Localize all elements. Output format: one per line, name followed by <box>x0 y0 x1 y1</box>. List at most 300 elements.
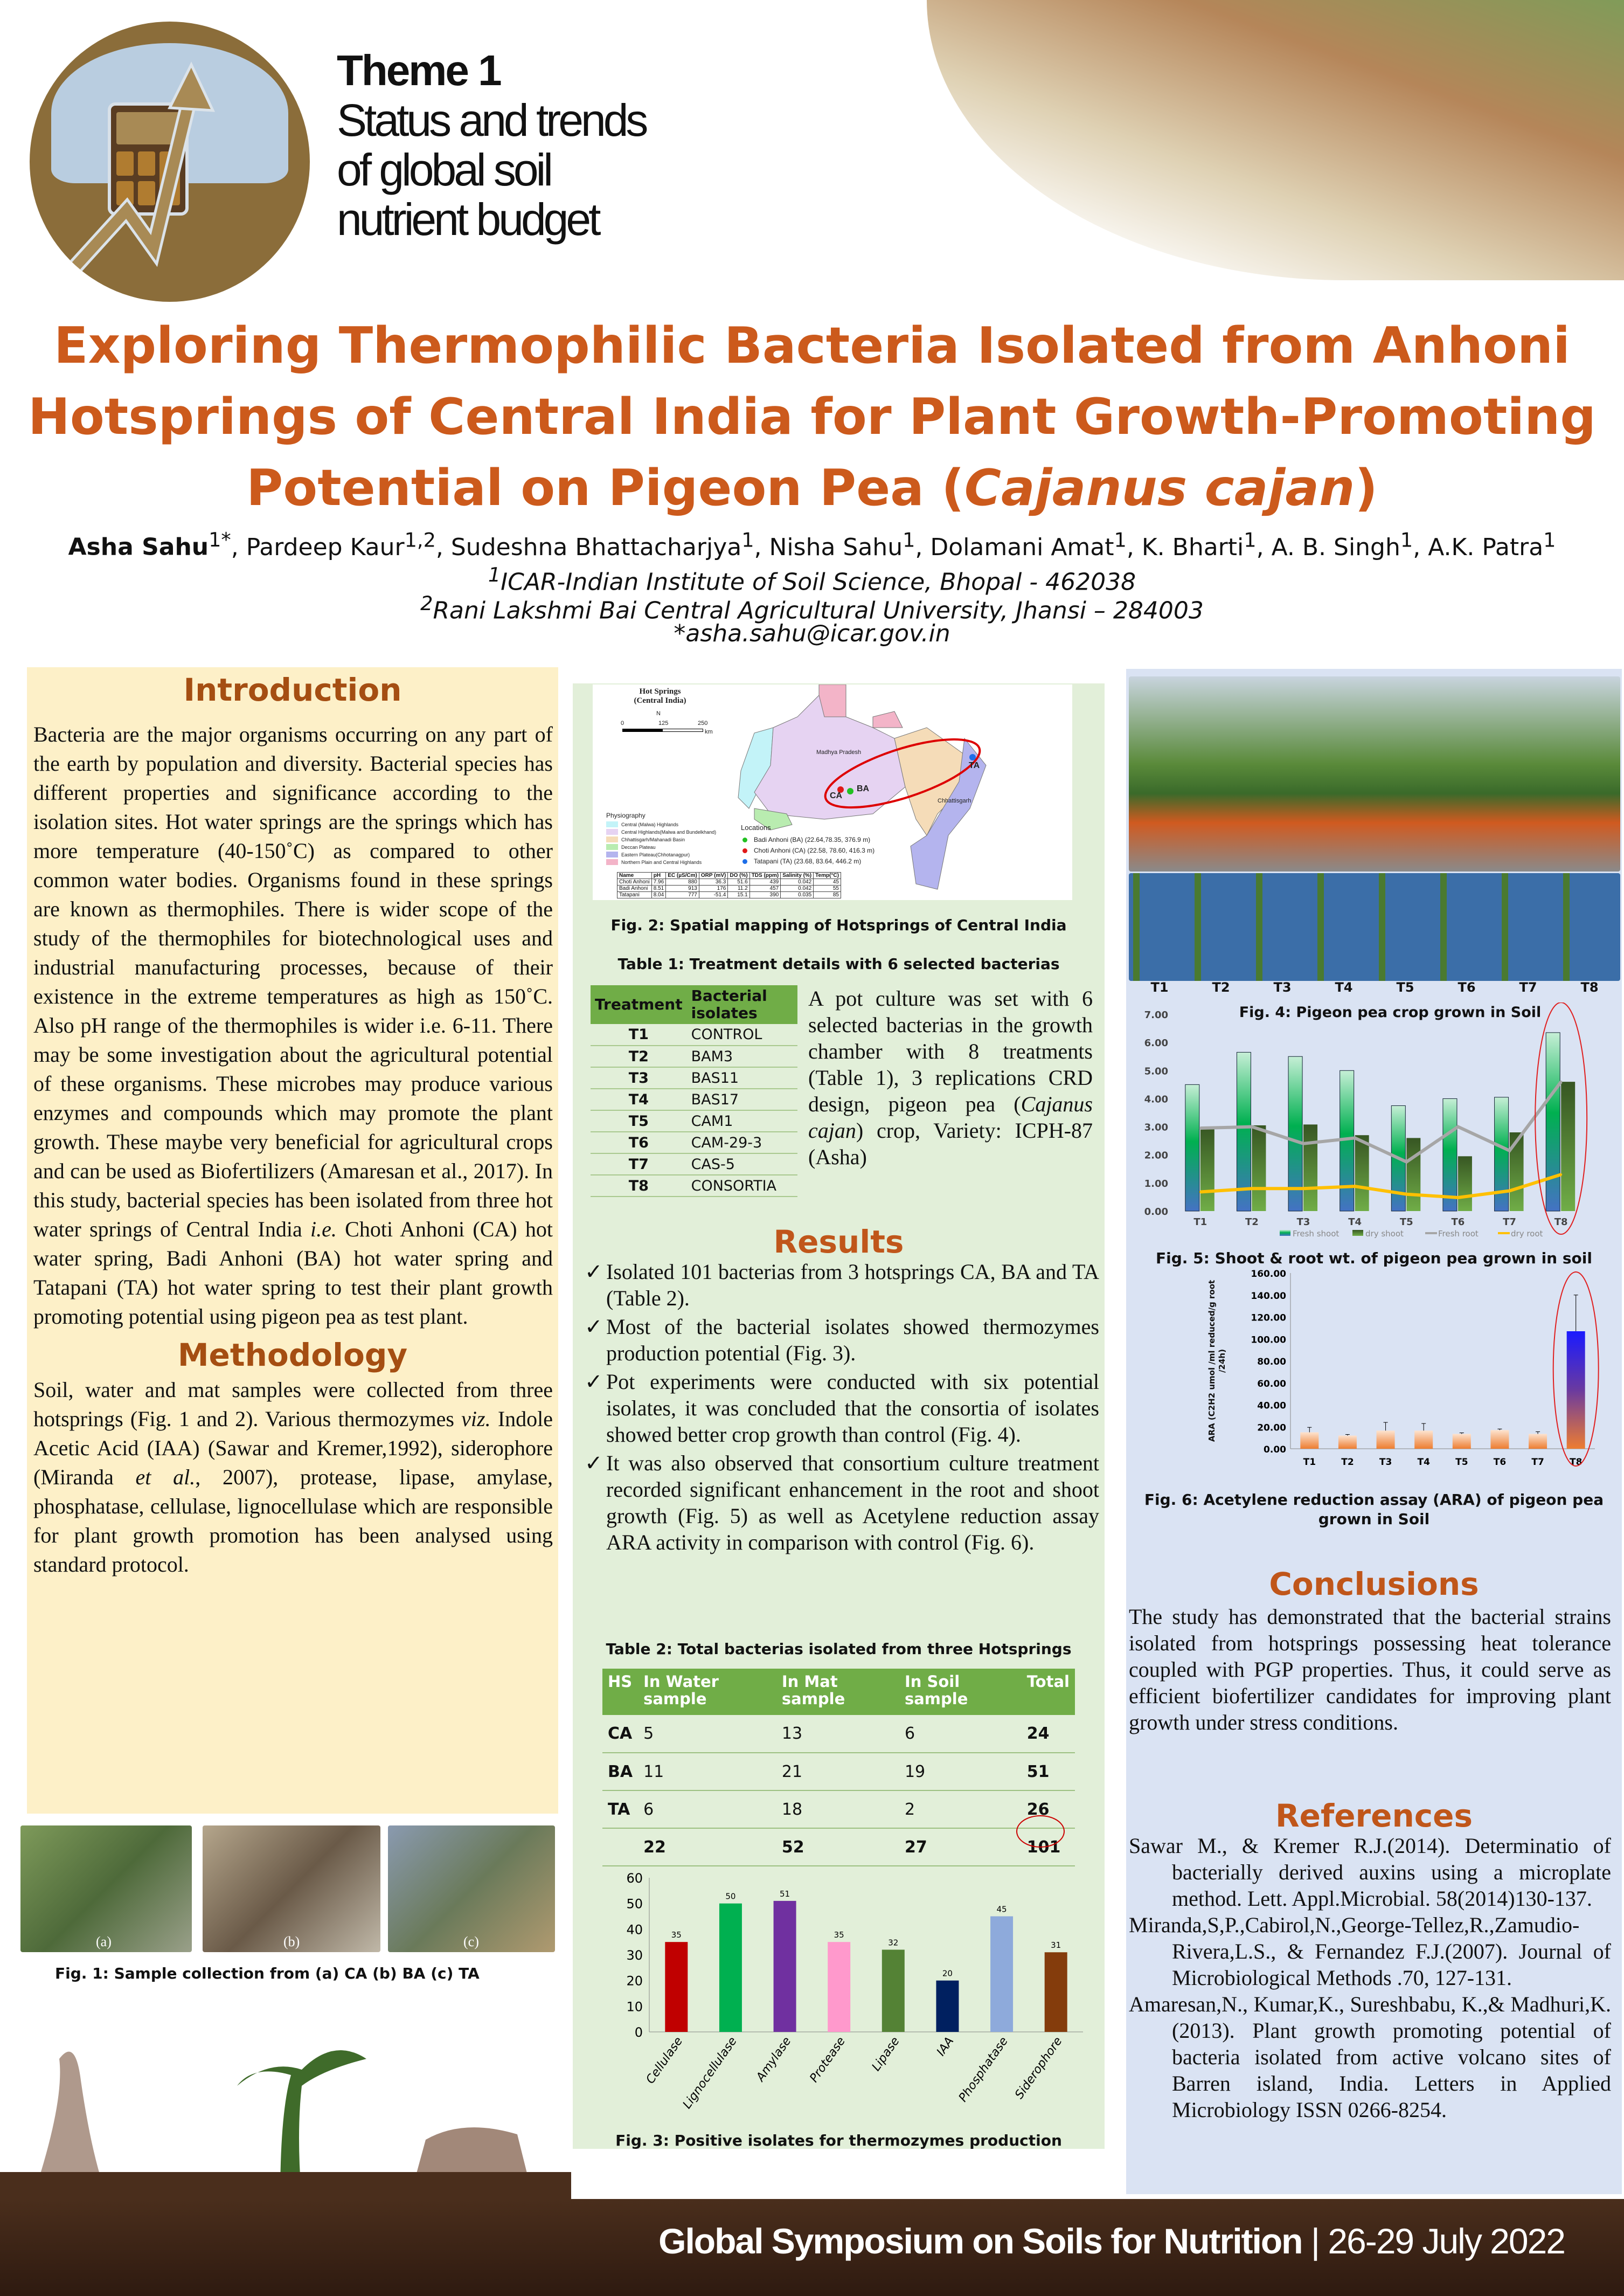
scale-label: km <box>705 729 713 735</box>
location-item <box>742 845 875 856</box>
conclusions-heading: Conclusions <box>1269 1566 1479 1602</box>
x-tick-label: T2 <box>1245 1216 1259 1228</box>
pot-culture-photo <box>1129 676 1620 872</box>
point-dry-root <box>1199 1191 1202 1193</box>
x-tick-label: Siderophore <box>1012 2035 1065 2102</box>
x-tick-label: T2 <box>1341 1457 1354 1468</box>
table-cell: 22 <box>638 1828 776 1866</box>
event-dates: 26-29 July 2022 <box>1328 2221 1565 2261</box>
point-dry-root <box>1509 1190 1511 1192</box>
legend-label: Central (Malwa) Highlands <box>621 821 679 827</box>
table-cell: TA <box>602 1790 638 1828</box>
left-panel <box>27 667 558 1814</box>
bar-amylase <box>774 1901 796 2032</box>
region-label: Chhattisgarh <box>938 798 971 804</box>
intro-span: Choti Anhoni (CA) hot water spring, Badi Anhoni (BA) hot water spring and Tatapani (TA) hot water spring to test their plant growth promoting potential using pigeon pea as test plant. <box>33 1217 553 1329</box>
legend-swatch <box>606 821 618 827</box>
fig6-caption: Fig. 6: Acetylene reduction assay (ARA) of pigeon pea grown in Soil <box>1144 1491 1604 1528</box>
table-header: HS <box>602 1669 638 1715</box>
fig5-chart <box>1129 1002 1608 1251</box>
table-row <box>617 892 841 898</box>
x-tick-label: Protease <box>807 2035 849 2085</box>
results-list <box>585 1258 1099 1558</box>
y-tick-label: 60 <box>626 1871 643 1886</box>
checkmark-icon: ✓ <box>585 1260 603 1284</box>
bar-phosphatase <box>990 1917 1013 2032</box>
x-tick-label: Cellulase <box>643 2035 686 2087</box>
point-fresh-root <box>1251 1126 1253 1128</box>
references-heading: References <box>1275 1797 1473 1834</box>
location-dot-icon <box>742 838 747 842</box>
theme-line: of global soil <box>337 144 551 195</box>
table-cell: T3 <box>591 1067 687 1089</box>
highlight-circle <box>1016 1815 1065 1848</box>
table-cell: 45 <box>814 879 841 886</box>
table-row <box>602 1828 1075 1866</box>
treatment-label: T8 <box>1580 980 1599 995</box>
table-header-row <box>617 873 841 879</box>
data-label: 50 <box>725 1891 736 1901</box>
fig6-y-axis-title: ARA (C2H2 umol /ml reduced/g root /24h) <box>1207 1280 1227 1442</box>
table-cell: 6 <box>899 1715 1022 1753</box>
bar-dry-shoot <box>1406 1138 1420 1211</box>
legend-label: Northern Plain and Central Highlands <box>621 859 702 865</box>
bar-iaa <box>936 1981 959 2032</box>
data-label: 20 <box>942 1968 953 1979</box>
pot-culture-text <box>808 985 1093 1170</box>
co-author: A. B. Singh <box>1271 533 1400 561</box>
introduction-heading: Introduction <box>183 672 402 708</box>
y-tick-label: 40.00 <box>1257 1400 1286 1412</box>
legend-swatch <box>606 852 618 857</box>
physiography-item <box>606 828 716 835</box>
region-label: Madhya Pradesh <box>816 749 862 756</box>
table-cell: BA <box>602 1753 638 1790</box>
north-arrow-icon: N <box>656 710 661 717</box>
table-row <box>591 1153 797 1175</box>
table-cell: T8 <box>591 1175 687 1197</box>
scale-bar <box>622 729 703 732</box>
table-row <box>617 886 841 892</box>
table-cell: BAM3 <box>687 1046 797 1067</box>
table-cell: Badi Anhoni <box>617 886 652 892</box>
table-cell: 8.51 <box>651 886 665 892</box>
legend-label: Fresh shoot <box>1293 1229 1340 1239</box>
x-tick-label: T6 <box>1451 1216 1465 1228</box>
table-cell: CAM1 <box>687 1110 797 1132</box>
table-cell: T4 <box>591 1089 687 1110</box>
location-label: Tatapani (TA) (23.68, 83.64, 446.2 m) <box>754 857 862 865</box>
y-tick-label: 20.00 <box>1257 1422 1286 1434</box>
title-line <box>0 452 1624 523</box>
map-title: Hot Springs (Central India) <box>634 687 686 705</box>
table-header: EC (µS/Cm) <box>666 873 699 879</box>
point-fresh-root <box>1509 1150 1511 1152</box>
table-header: In Soil sample <box>899 1669 1022 1715</box>
fig4-caption: Fig. 4: Pigeon pea crop grown in Soil <box>1239 1004 1542 1021</box>
table-cell: CAS-5 <box>687 1153 797 1175</box>
table-row <box>602 1715 1075 1753</box>
treatment-label: T4 <box>1335 980 1353 995</box>
legend-item <box>1498 1229 1543 1239</box>
treatment-label: T6 <box>1458 980 1476 995</box>
table-row <box>591 1067 797 1089</box>
y-tick-label: 1.00 <box>1144 1178 1168 1190</box>
treatment-label: T2 <box>1212 980 1230 995</box>
point-dry-root <box>1302 1187 1304 1190</box>
treatment-table <box>591 985 797 1197</box>
bar-dry-shoot <box>1355 1135 1369 1211</box>
data-label: 32 <box>888 1938 899 1948</box>
y-tick-label: 160.00 <box>1251 1269 1286 1280</box>
table-cell: 26 <box>1022 1790 1075 1828</box>
physiography-item <box>606 843 716 850</box>
site-label: BA <box>857 784 870 793</box>
table-cell: 5 <box>638 1715 776 1753</box>
table-cell: -51.4 <box>699 892 728 898</box>
table-cell: 51 <box>1022 1753 1075 1790</box>
y-tick-label: 6.00 <box>1144 1038 1168 1049</box>
bar-t4 <box>1414 1430 1433 1449</box>
theme-line: Status and trends <box>337 95 646 146</box>
table-cell: CA <box>602 1715 638 1753</box>
physiography-item <box>606 851 716 858</box>
table-header-row <box>602 1669 1075 1715</box>
references-list <box>1129 1832 1611 2123</box>
bar-dry-shoot <box>1458 1156 1472 1211</box>
table2-caption: Table 2: Total bacterias isolated from three Hotsprings <box>606 1640 1072 1658</box>
x-tick-label: IAA <box>934 2035 957 2059</box>
table-cell: 457 <box>749 886 781 892</box>
reference-item: Sawar M., & Kremer R.J.(2014). Determinatio of bacterially derived auxins using a microplate method. Lett. Appl.Microbial. 58(2014)130-137. <box>1129 1834 1611 1911</box>
conclusions-text: The study has demonstrated that the bacterial strains isolated from hotsprings possessing heat tolerance coupled with PGP properties. Thus, it could serve as efficient biofertilizer candidates for improving plant growth under stress conditions. <box>1129 1605 1611 1734</box>
pot-span: A pot culture was set with 6 selected bacterias in the growth chamber with 8 treatments (Table 1), 3 replications CRD design, pigeon pea ( <box>808 986 1093 1116</box>
physiography-item <box>606 859 716 866</box>
location-label: Badi Anhoni (BA) (22.64,78.35, 376.9 m) <box>754 836 871 843</box>
point-fresh-root <box>1457 1126 1459 1128</box>
x-tick-label: T5 <box>1455 1457 1468 1468</box>
table-cell: BAS17 <box>687 1089 797 1110</box>
author-sup: 1 <box>1400 528 1413 551</box>
reference-item: Miranda,S,P.,Cabirol,N.,George-Tellez,R.,Zamudio-Rivera,L.S., & Fernandez F.J.(2007). Journal of Microbiological Methods .70, 127-131. <box>1129 1913 1611 1990</box>
point-fresh-root <box>1199 1127 1202 1129</box>
hotspring-map <box>593 684 1072 900</box>
affil-sup: 1 <box>488 563 501 586</box>
legend-swatch <box>1280 1230 1290 1236</box>
title-species: Cajanus cajan <box>964 459 1355 517</box>
author-sup: 1 <box>741 528 754 551</box>
data-label: 35 <box>671 1930 682 1940</box>
table-cell: 880 <box>666 879 699 886</box>
methodology-heading: Methodology <box>177 1337 408 1373</box>
table-header: TDS (ppm) <box>749 873 781 879</box>
result-item <box>585 1258 1099 1311</box>
table-header: In Water sample <box>638 1669 776 1715</box>
title-line: Hotsprings of Central India for Plant Growth-Promoting <box>28 388 1596 446</box>
table-cell: 36.3 <box>699 879 728 886</box>
table-header: Temp(°C) <box>814 873 841 879</box>
point-dry-root <box>1354 1185 1356 1187</box>
x-tick-label: T8 <box>1554 1216 1568 1228</box>
bar-t5 <box>1453 1434 1471 1449</box>
y-tick-label: 140.00 <box>1251 1290 1286 1302</box>
y-tick-label: 2.00 <box>1144 1150 1168 1161</box>
bar-lipase <box>882 1949 905 2032</box>
scale-label: 0 <box>621 720 624 727</box>
isolates-table <box>602 1669 1075 1866</box>
table-cell: CONTROL <box>687 1024 797 1046</box>
fig1-caption: Fig. 1: Sample collection from (a) CA (b) BA (c) TA <box>55 1965 480 1982</box>
method-span: Indole Acetic Acid (IAA) (Sawar and Kremer,1992), siderophore (Miranda <box>33 1407 553 1489</box>
y-tick-label: 0.00 <box>1264 1444 1286 1455</box>
table-cell: 176 <box>699 886 728 892</box>
table-row <box>591 1175 797 1197</box>
author-list <box>0 528 1624 561</box>
y-tick-label: 5.00 <box>1144 1066 1168 1077</box>
table-header: Total <box>1022 1669 1075 1715</box>
checkmark-icon: ✓ <box>585 1370 603 1394</box>
y-tick-label: 0.00 <box>1144 1206 1168 1218</box>
table-row <box>617 879 841 886</box>
x-tick-label: T3 <box>1296 1216 1310 1228</box>
y-tick-label: 4.00 <box>1144 1094 1168 1105</box>
legend-label: Deccan Plateau <box>621 844 656 850</box>
table-cell: 24 <box>1022 1715 1075 1753</box>
table-cell: Choti Anhoni <box>617 879 652 886</box>
intro-span: Bacteria are the major organisms occurring on any part of the earth by population and diversity. Bacterial species has different properties and significance according to the isolation sites. Hot water springs are the springs which has more temperature (40-150˚C) as compared to other common water bodies. Organisms found in these springs are known as thermophiles. There is wider scope of the study of the thermophiles for biotechnological uses and industrial manufacturing processes, because of their existence in the extreme temperatures as high as 150˚C. Also pH range of the thermophiles is wider i.e. 6-11. There may be some investigation about the agricultural potential of these organisms. These microbes may produce various enzymes and compounds which may promote the plant growth. These maybe very beneficial for agricultural crops and can be used as Biofertilizers (Amaresan et al., 2017). In this study, bacterial species has been isolated from three hot water springs of Central India <box>33 722 553 1241</box>
table-cell: 439 <box>749 879 781 886</box>
treatment-label-row <box>1129 980 1620 999</box>
co-authors: , Pardeep Kaur$^{1,2}$, Sudeshna Bhattacharjya$^1$, Nisha Sahu$^1$, Dolamani Amat$^1$, K. Bharti$^1$, A. B. Singh$^1$, A.K. Patra$^1$ <box>231 528 1556 561</box>
footer-banner <box>0 2199 1624 2296</box>
table-cell: 0.042 <box>781 886 814 892</box>
table-cell: 19 <box>899 1753 1022 1790</box>
water-quality-table <box>617 872 841 898</box>
table-cell: 0.042 <box>781 879 814 886</box>
theme-line: nutrient budget <box>337 194 599 245</box>
result-text: Most of the bacterial isolates showed thermozymes production potential (Fig. 3). <box>606 1315 1099 1365</box>
photo-label: (c) <box>463 1934 479 1949</box>
table1-caption: Table 1: Treatment details with 6 selected bacterias <box>617 955 1060 973</box>
bar-protease <box>828 1942 850 2032</box>
plant-silhouette-illustration <box>0 1994 571 2199</box>
table-cell: Tatapani <box>617 892 652 898</box>
table-cell: CONSORTIA <box>687 1175 797 1197</box>
author-sup: 1,2 <box>404 528 436 551</box>
footer-text <box>658 2221 1565 2262</box>
bar-dry-shoot <box>1561 1082 1575 1211</box>
table-row <box>591 1132 797 1153</box>
table-cell: 27 <box>899 1828 1022 1866</box>
table-cell: 85 <box>814 892 841 898</box>
photo-label: (b) <box>283 1934 300 1949</box>
co-author: Pardeep Kaur <box>246 533 405 561</box>
co-author: A.K. Patra <box>1428 533 1544 561</box>
table-row <box>591 1046 797 1067</box>
bar-dry-shoot <box>1510 1132 1524 1211</box>
locations-title: Locations <box>741 824 771 832</box>
fig6-chart <box>1185 1267 1611 1482</box>
location-label: Choti Anhoni (CA) (22.58, 78.60, 416.3 m) <box>754 847 875 854</box>
sample-photo-ba <box>203 1825 380 1952</box>
title-line: Exploring Thermophilic Bacteria Isolated from Anhoni <box>53 316 1571 375</box>
physiography-item <box>606 836 716 843</box>
table-cell: 15.1 <box>728 892 749 898</box>
result-item <box>585 1313 1099 1366</box>
theme-number: Theme 1 <box>337 46 501 94</box>
poster-title <box>0 310 1624 523</box>
legend-label: Central Highlands(Malwa and Bundelkhand) <box>621 829 717 835</box>
y-tick-label: 120.00 <box>1251 1312 1286 1324</box>
author-sup: 1 <box>1543 528 1556 551</box>
bar-t2 <box>1338 1436 1357 1449</box>
table-header-row <box>591 985 797 1024</box>
x-tick-label: T4 <box>1348 1216 1362 1228</box>
methodology-text <box>27 1373 558 1579</box>
physiography-item <box>606 821 716 828</box>
y-tick-label: 40 <box>626 1922 643 1938</box>
x-tick-label: Lipase <box>869 2035 903 2074</box>
fig5-caption: Fig. 5: Shoot & root wt. of pigeon pea grown in soil <box>1156 1249 1592 1267</box>
lead-author: Asha Sahu <box>68 533 209 561</box>
fig3-caption: Fig. 3: Positive isolates for thermozymes production <box>615 2132 1062 2149</box>
method-span: et al. <box>135 1465 196 1489</box>
y-tick-label: 60.00 <box>1257 1378 1286 1389</box>
bar-t7 <box>1529 1434 1547 1449</box>
physiography-legend <box>606 821 716 866</box>
introduction-text <box>27 708 558 1331</box>
table-cell: 52 <box>776 1828 899 1866</box>
affiliation-1 <box>0 563 1624 596</box>
food-banner-image <box>927 0 1624 280</box>
table-row <box>591 1110 797 1132</box>
physiography-title: Physiography <box>606 812 646 819</box>
bar-t8 <box>1567 1331 1585 1449</box>
treatment-label: T7 <box>1519 980 1537 995</box>
title-text: ) <box>1355 459 1378 517</box>
author-sup: 1 <box>903 528 915 551</box>
table-cell: T5 <box>591 1110 687 1132</box>
x-tick-label: Amylase <box>754 2035 794 2084</box>
result-item <box>585 1450 1099 1555</box>
table-header: In Mat sample <box>776 1669 899 1715</box>
y-tick-label: 3.00 <box>1144 1122 1168 1133</box>
table-cell: 18 <box>776 1790 899 1828</box>
author-sup: 1 <box>1244 528 1257 551</box>
legend-item <box>1425 1229 1479 1239</box>
root-shoot-photo <box>1129 873 1620 981</box>
sample-photo-ta <box>388 1825 555 1952</box>
y-tick-label: 50 <box>626 1896 643 1912</box>
table-row <box>591 1024 797 1046</box>
email[interactable]: *asha.sahu@icar.gov.in <box>674 620 950 647</box>
table-cell: 2 <box>899 1790 1022 1828</box>
co-author: Dolamani Amat <box>930 533 1114 561</box>
result-text: It was also observed that consortium culture treatment recorded significant enhancement in the root and shoot growth (Fig. 5) as well as Acetylene reduction assay ARA activity in comparison with control (Fig. 6). <box>606 1451 1099 1554</box>
table-cell: 55 <box>814 886 841 892</box>
table-cell: BAS11 <box>687 1067 797 1089</box>
bar-dry-shoot <box>1303 1124 1317 1211</box>
x-tick-label: Phosphatase <box>956 2035 1011 2105</box>
table-header: ORP (mV) <box>699 873 728 879</box>
table-cell: 913 <box>666 886 699 892</box>
point-dry-root <box>1405 1193 1407 1195</box>
theme-logo <box>30 22 310 302</box>
table-cell: T7 <box>591 1153 687 1175</box>
locations-legend <box>742 834 875 867</box>
y-tick-label: 0 <box>634 2025 643 2040</box>
y-tick-label: 30 <box>626 1948 643 1963</box>
result-text: Pot experiments were conducted with six potential isolates, it was concluded that the consortia of isolates showed better crop growth than control (Fig. 4). <box>606 1370 1099 1447</box>
bar-fresh-shoot <box>1185 1084 1199 1211</box>
method-span: viz. <box>461 1407 491 1431</box>
legend-swatch <box>1352 1230 1363 1236</box>
table-cell: 6 <box>638 1790 776 1828</box>
table-header: DO (%) <box>728 873 749 879</box>
treatment-label: T1 <box>1150 980 1169 995</box>
x-tick-label: T7 <box>1503 1216 1516 1228</box>
bar-t6 <box>1490 1430 1509 1449</box>
site-label: CA <box>830 791 843 800</box>
table-cell: T1 <box>591 1024 687 1046</box>
location-item <box>742 856 875 867</box>
table-cell: T2 <box>591 1046 687 1067</box>
table-cell: 0.035 <box>781 892 814 898</box>
table-row <box>602 1790 1075 1828</box>
treatment-label: T5 <box>1396 980 1414 995</box>
trend-arrow-icon <box>30 22 310 302</box>
y-tick-label: 100.00 <box>1251 1334 1286 1346</box>
x-tick-label: T6 <box>1493 1457 1507 1468</box>
table-header: Treatment <box>591 985 687 1024</box>
legend-swatch <box>606 859 618 865</box>
legend-label: Chhattisgarh/Mahanadi Basin <box>621 836 685 842</box>
co-author: Nisha Sahu <box>769 533 903 561</box>
table-cell: 777 <box>666 892 699 898</box>
result-item <box>585 1368 1099 1448</box>
bar-dry-shoot <box>1200 1127 1214 1211</box>
y-tick-label: 10 <box>626 1999 643 2015</box>
fig3-chart <box>598 1870 1094 2129</box>
x-tick-label: T3 <box>1379 1457 1392 1468</box>
location-dot-icon <box>742 848 747 853</box>
table-cell: 7.96 <box>651 879 665 886</box>
author-sup: 1* <box>209 528 231 551</box>
affil-sup: 2 <box>420 592 433 615</box>
x-tick-label: T5 <box>1399 1216 1413 1228</box>
bar-dry-shoot <box>1252 1125 1266 1211</box>
table-cell: 13 <box>776 1715 899 1753</box>
affil-text: Rani Lakshmi Bai Central Agricultural University, Jhansi – 284003 <box>433 597 1204 625</box>
fig2-caption: Fig. 2: Spatial mapping of Hotsprings of Central India <box>610 916 1067 934</box>
point-dry-root <box>1457 1197 1459 1199</box>
sample-photo-ca <box>20 1825 192 1952</box>
scale-label: 250 <box>698 720 708 727</box>
point-fresh-root <box>1302 1143 1304 1145</box>
method-span: Soil, water and mat samples were collected from three hotsprings (Fig. 1 and 2). Various thermozymes <box>33 1378 553 1431</box>
x-tick-label: Lignocellulase <box>680 2035 740 2112</box>
y-tick-label: 20 <box>626 1973 643 1989</box>
bar-cellulase <box>665 1942 688 2032</box>
table-cell: 101 <box>1022 1828 1075 1866</box>
data-label: 51 <box>780 1889 790 1899</box>
table-header: Bacterial isolates <box>687 985 797 1024</box>
method-span: , 2007), protease, lipase, amylase, phosphatase, cellulase, lignocellulase which are responsible for plant growth promotion has been analysed using standard protocol. <box>33 1465 553 1576</box>
legend-label: dry shoot <box>1365 1229 1404 1239</box>
table-cell: 21 <box>776 1753 899 1790</box>
table-row <box>591 1089 797 1110</box>
checkmark-icon: ✓ <box>585 1451 603 1475</box>
